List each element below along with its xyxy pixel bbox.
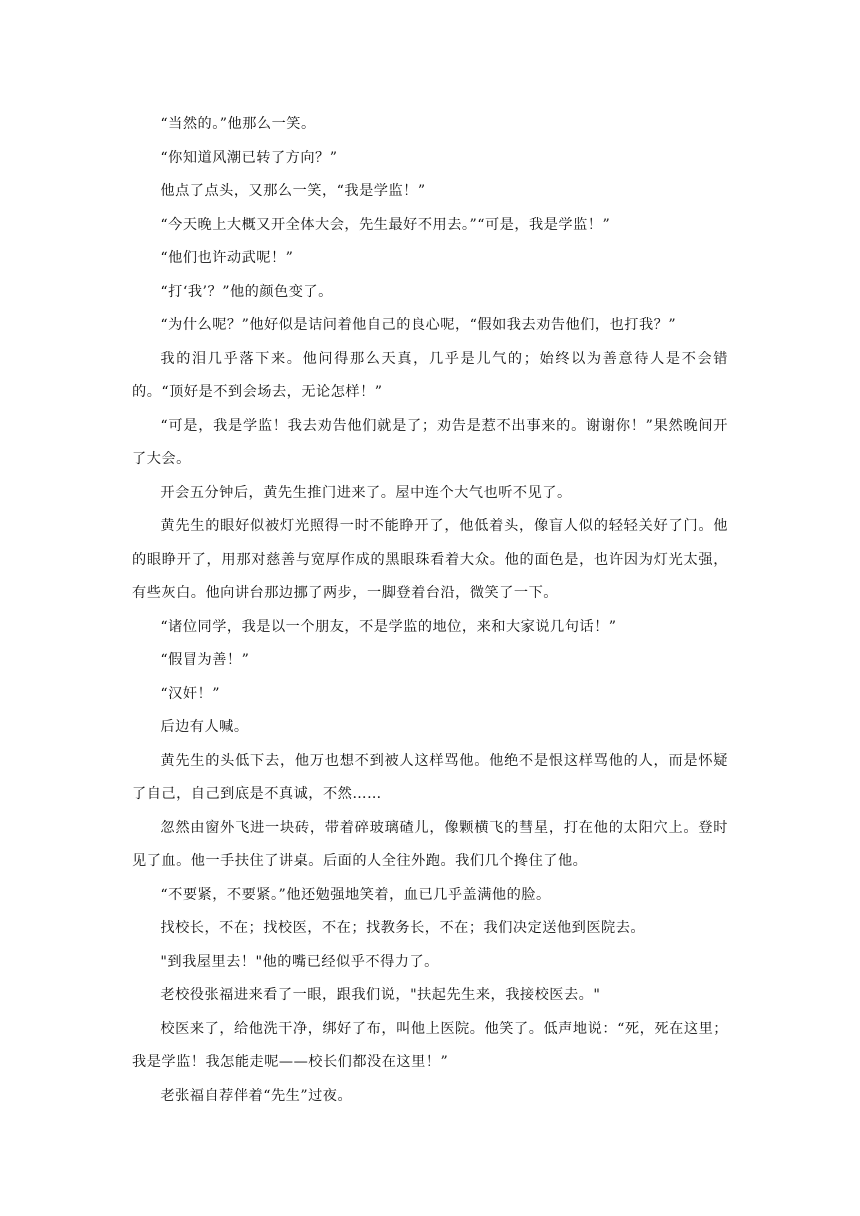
paragraph: 找校长，不在；找校医，不在；找教务长，不在；我们决定送他到医院去。 bbox=[160, 920, 646, 936]
paragraph: “他们也许动武呢！” bbox=[160, 250, 294, 266]
paragraph: 校医来了，给他洗干净，绑好了布，叫他上医院。他笑了。低声地说：“死，死在这里；我是学监！我怎能走呢——校长们都没在这里！” bbox=[132, 1020, 728, 1070]
paragraph: 后边有人喊。 bbox=[160, 719, 249, 735]
paragraph: 他点了点头，又那么一笑，“我是学监！” bbox=[160, 183, 426, 199]
paragraph: 老校役张福进来看了一眼，跟我们说，"扶起先生来，我接校医去。" bbox=[160, 987, 601, 1003]
paragraph: 黄先生的眼好似被灯光照得一时不能睁开了，他低着头，像盲人似的轻轻关好了门。他的眼睁开了，用那对慈善与宽厚作成的黑眼珠看着大众。他的面色是，也许因为灯光太强，有些灰白。他向讲台那边挪了两步，一脚登着台沿，微笑了一下。 bbox=[132, 518, 728, 601]
document-body bbox=[132, 108, 728, 1113]
paragraph: 我的泪几乎落下来。他问得那么天真，几乎是儿气的；始终以为善意待人是不会错的。“顶好是不到会场去，无论怎样！” bbox=[132, 350, 728, 400]
paragraph: “为什么呢？”他好似是诘问着他自己的良心呢，“假如我去劝告他们，也打我？” bbox=[160, 317, 677, 333]
paragraph: “可是，我是学监！我去劝告他们就是了；劝告是惹不出事来的。谢谢你！”果然晚间开了大会。 bbox=[132, 417, 728, 467]
paragraph: “当然的。”他那么一笑。 bbox=[160, 116, 316, 132]
paragraph: “你知道风潮已转了方向？” bbox=[160, 149, 338, 166]
paragraph: 忽然由窗外飞进一块砖，带着碎玻璃碴儿，像颗横飞的彗星，打在他的太阳穴上。登时见了血。他一手扶住了讲桌。后面的人全往外跑。我们几个搀住了他。 bbox=[132, 819, 728, 869]
paragraph: “诸位同学，我是以一个朋友，不是学监的地位，来和大家说几句话！” bbox=[160, 618, 617, 635]
paragraph: “假冒为善！” bbox=[160, 652, 250, 668]
paragraph: 开会五分钟后，黄先生推门进来了。屋中连个大气也听不见了。 bbox=[160, 484, 572, 501]
paragraph: “汉奸！” bbox=[160, 685, 220, 702]
paragraph: “不要紧，不要紧。”他还勉强地笑着，血已几乎盖满他的脸。 bbox=[160, 886, 551, 903]
paragraph: 老张福自荐伴着“先生”过夜。 bbox=[160, 1087, 353, 1104]
paragraph: "到我屋里去！"他的嘴已经似乎不得力了。 bbox=[160, 953, 439, 970]
paragraph: “今天晚上大概又开全体大会，先生最好不用去。”“可是，我是学监！” bbox=[160, 216, 611, 233]
paragraph: 黄先生的头低下去，他万也想不到被人这样骂他。他绝不是恨这样骂他的人，而是怀疑了自己，自己到底是不真诚，不然…… bbox=[132, 752, 728, 802]
paragraph: “打‘我’？”他的颜色变了。 bbox=[160, 283, 333, 300]
